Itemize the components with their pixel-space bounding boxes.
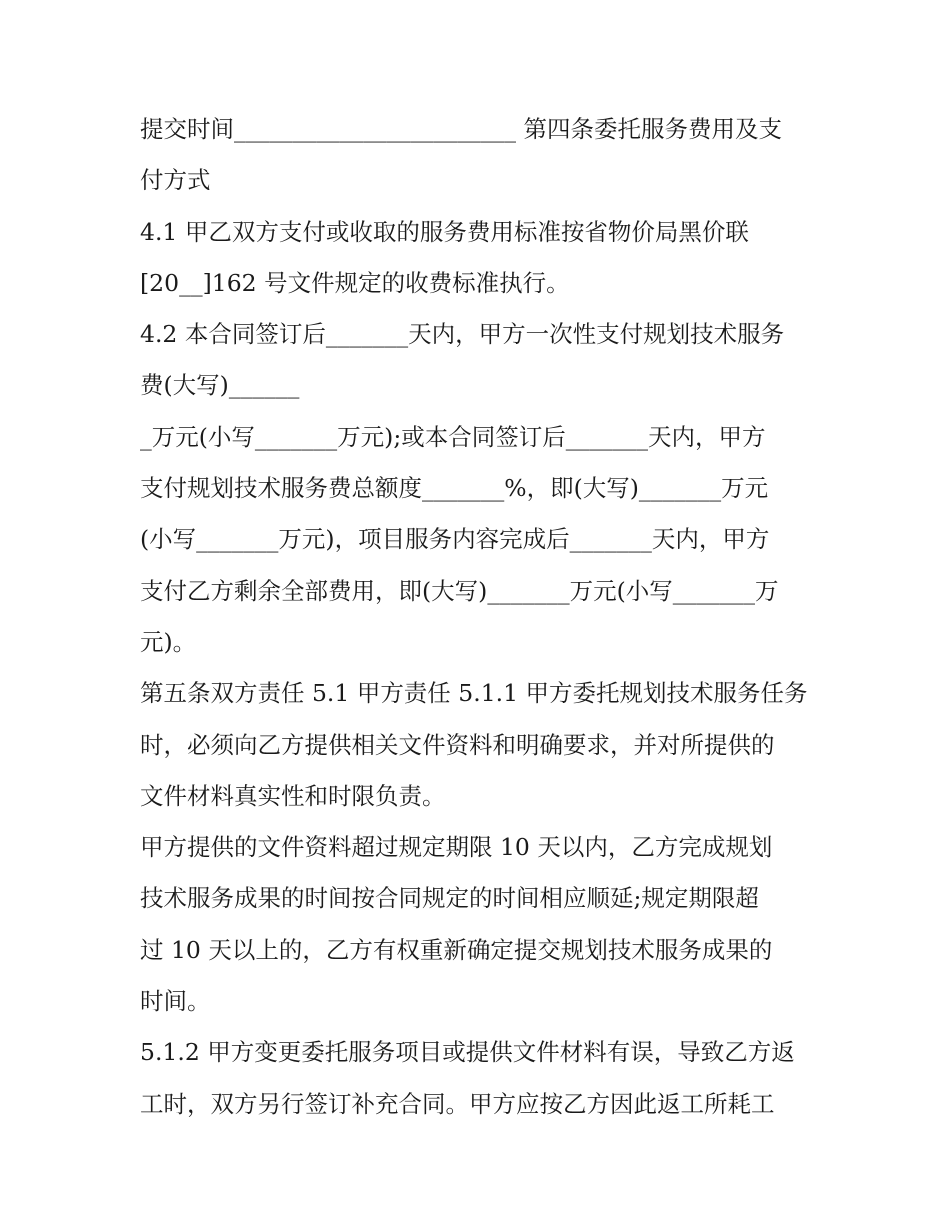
text-line: 提交时间________________________ 第四条委托服务费用及支 <box>140 115 782 143</box>
paragraph-deadline-extension <box>140 822 815 1027</box>
text-line: 费(大写)______ <box>140 371 300 400</box>
text-line: 支付乙方剩余全部费用，即(大写)_______万元(小写_______万 <box>140 576 779 605</box>
paragraph-submit-time-article-4 <box>140 104 815 207</box>
text-line: 时间。 <box>140 987 211 1016</box>
text-line: 技术服务成果的时间按合同规定的时间相应顺延;规定期限超 <box>140 884 759 913</box>
text-line: _万元(小写_______万元);或本合同签订后_______天内，甲方 <box>140 422 766 451</box>
text-line: 文件材料真实性和时限负责。 <box>140 781 446 810</box>
paragraph-clause-4-2-continued <box>140 412 815 668</box>
text-line: [20__]162 号文件规定的收费标准执行。 <box>140 268 570 297</box>
text-line: 第五条双方责任 5.1 甲方责任 5.1.1 甲方委托规划技术服务任务 <box>140 679 808 708</box>
text-line: 付方式 <box>140 166 211 195</box>
paragraph-clause-4-1 <box>140 207 815 310</box>
text-line: 元)。 <box>140 627 197 656</box>
paragraph-clause-4-2 <box>140 309 815 412</box>
text-line: 支付规划技术服务费总额度_______%，即(大写)_______万元 <box>140 474 769 503</box>
text-line: (小写_______万元)，项目服务内容完成后_______天内，甲方 <box>140 525 770 554</box>
text-line: 过 10 天以上的，乙方有权重新确定提交规划技术服务成果的 <box>140 935 773 964</box>
text-line: 时，必须向乙方提供相关文件资料和明确要求，并对所提供的 <box>140 730 775 759</box>
paragraph-article-5-clause-5-1-1 <box>140 668 815 822</box>
text-line: 4.2 本合同签订后_______天内，甲方一次性支付规划技术服务 <box>140 320 785 349</box>
paragraph-clause-5-1-2 <box>140 1027 815 1130</box>
text-line: 工时，双方另行签订补充合同。甲方应按乙方因此返工所耗工 <box>140 1089 775 1118</box>
text-line: 4.1 甲乙双方支付或收取的服务费用标准按省物价局黑价联 <box>140 217 749 246</box>
document-body <box>140 104 815 1130</box>
text-line: 甲方提供的文件资料超过规定期限 10 天以内，乙方完成规划 <box>140 833 773 862</box>
text-line: 5.1.2 甲方变更委托服务项目或提供文件材料有误，导致乙方返 <box>140 1038 795 1067</box>
